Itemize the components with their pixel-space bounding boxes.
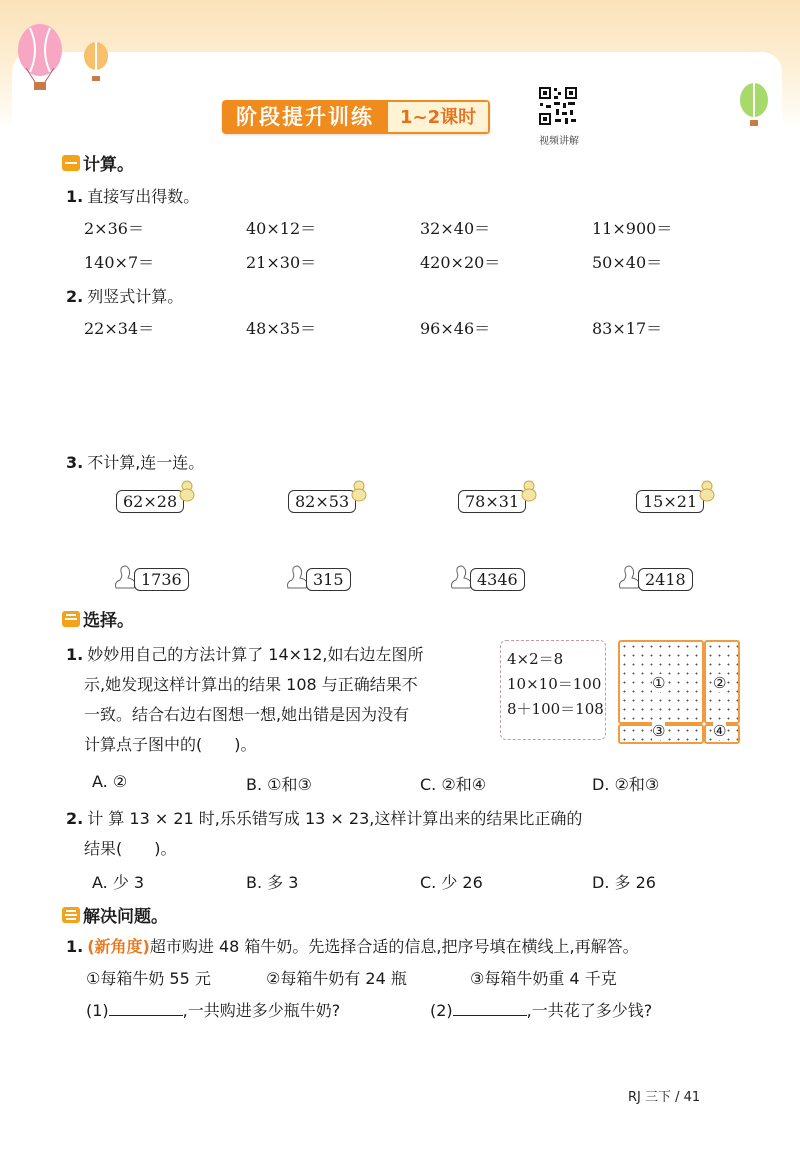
expr-r1-c1: 2×36＝ — [84, 219, 144, 238]
option-d[interactable]: D. ②和③ — [592, 775, 660, 794]
expr-r2-c3: 420×20＝ — [420, 253, 501, 272]
match-top-1[interactable]: 62×28 — [116, 490, 184, 513]
section-1-heading — [62, 150, 134, 175]
expr-r2-c4: 50×40＝ — [592, 253, 663, 272]
section-number-one-icon — [62, 155, 80, 171]
new-angle-badge: (新角度) — [87, 937, 150, 956]
question-text: 不计算,连一连。 — [87, 453, 205, 472]
region-label-2: ② — [713, 674, 727, 692]
sub-question-1 — [86, 998, 340, 1021]
question-2-1 — [66, 640, 496, 760]
match-bottom-1[interactable]: 1736 — [134, 568, 189, 591]
question-1-1 — [66, 184, 199, 207]
question-3-1 — [66, 934, 766, 957]
question-line-1: 妙妙用自己的方法计算了 14×12,如右边左图所 — [87, 645, 424, 664]
sub-question-2 — [430, 998, 652, 1021]
option-b[interactable]: B. 多 3 — [246, 873, 299, 892]
work-line-3: 8＋100＝108 — [507, 700, 604, 718]
question-line-2: 示,她发现这样计算出的结果 108 与正确结果不 — [84, 675, 418, 694]
match-top-4[interactable]: 15×21 — [636, 490, 704, 513]
vertical-calc-1: 22×34＝ — [84, 319, 155, 338]
expr-r2-c1: 140×7＝ — [84, 253, 155, 272]
question-text: 列竖式计算。 — [87, 287, 184, 306]
option-c[interactable]: C. 少 26 — [420, 873, 483, 892]
question-2-2 — [66, 804, 746, 864]
work-line-1: 4×2＝8 — [507, 650, 564, 668]
info-option-3: ③每箱牛奶重 4 千克 — [470, 969, 617, 988]
expr-r1-c4: 11×900＝ — [592, 219, 673, 238]
expr-r1-c3: 32×40＝ — [420, 219, 491, 238]
chick-icon — [698, 478, 716, 502]
sub-question-number: (2) — [430, 1001, 453, 1020]
question-text: 直接写出得数。 — [87, 187, 200, 206]
lesson-tag: 1~2课时 — [388, 100, 490, 134]
chick-icon — [178, 478, 196, 502]
answer-blank-2[interactable] — [453, 1001, 527, 1016]
vertical-calc-3: 96×46＝ — [420, 319, 491, 338]
question-1-3 — [66, 450, 204, 473]
qr-label: 视频讲解 — [539, 136, 579, 147]
sub-question-text: ,一共购进多少瓶牛奶? — [182, 1001, 341, 1020]
section-1-title: 计算。 — [83, 155, 134, 175]
section-number-two-icon — [62, 611, 80, 627]
page-title: 阶段提升训练 — [222, 100, 388, 134]
expr-r1-c2: 40×12＝ — [246, 219, 317, 238]
region-label-3: ③ — [652, 722, 666, 740]
match-top-2[interactable]: 82×53 — [288, 490, 356, 513]
option-d[interactable]: D. 多 26 — [592, 873, 656, 892]
option-b[interactable]: B. ①和③ — [246, 775, 312, 794]
option-a[interactable]: A. ② — [92, 772, 128, 791]
match-top-3[interactable]: 78×31 — [458, 490, 526, 513]
vertical-calc-4: 83×17＝ — [592, 319, 663, 338]
qr-code-icon[interactable] — [538, 86, 578, 126]
question-number: 1. — [66, 187, 84, 206]
hot-air-balloon-illustration — [14, 20, 114, 100]
answer-blank-1[interactable] — [109, 1001, 183, 1016]
question-number: 1. — [66, 645, 84, 664]
section-number-three-icon — [62, 907, 80, 923]
question-number: 2. — [66, 809, 84, 828]
match-bottom-3[interactable]: 4346 — [470, 568, 525, 591]
question-line-4: 计算点子图中的( )。 — [84, 735, 257, 754]
question-line-2: 结果( )。 — [84, 839, 177, 858]
green-balloon-illustration — [730, 80, 780, 130]
question-line-3: 一致。结合右边右图想一想,她出错是因为没有 — [84, 705, 410, 724]
question-number: 1. — [66, 937, 84, 956]
section-2-title: 选择。 — [83, 611, 134, 631]
question-1-2 — [66, 284, 183, 307]
question-text: 超市购进 48 箱牛奶。先选择合适的信息,把序号填在横线上,再解答。 — [149, 937, 639, 956]
question-line-1: 计 算 13 × 21 时,乐乐错写成 13 × 23,这样计算出来的结果比正确的 — [87, 809, 583, 828]
wrong-work-box — [500, 640, 606, 740]
chick-icon — [350, 478, 368, 502]
match-bottom-4[interactable]: 2418 — [638, 568, 693, 591]
section-3-title: 解决问题。 — [83, 907, 168, 927]
section-3-heading — [62, 902, 168, 927]
question-number: 2. — [66, 287, 84, 306]
question-number: 3. — [66, 453, 84, 472]
lesson-title-bar — [222, 100, 490, 134]
vertical-calc-2: 48×35＝ — [246, 319, 317, 338]
region-label-1: ① — [652, 674, 666, 692]
section-2-heading — [62, 606, 134, 631]
match-bottom-2[interactable]: 315 — [306, 568, 351, 591]
info-option-2: ②每箱牛奶有 24 瓶 — [266, 969, 407, 988]
expr-r2-c2: 21×30＝ — [246, 253, 317, 272]
region-label-4: ④ — [713, 722, 727, 740]
option-c[interactable]: C. ②和④ — [420, 775, 487, 794]
option-a[interactable]: A. 少 3 — [92, 873, 145, 892]
info-option-1: ①每箱牛奶 55 元 — [86, 969, 211, 988]
sub-question-text: ,一共花了多少钱? — [526, 1001, 653, 1020]
chick-icon — [520, 478, 538, 502]
work-line-2: 10×10＝100 — [507, 675, 602, 693]
page-footer: RJ 三下 / 41 — [628, 1090, 701, 1105]
sub-question-number: (1) — [86, 1001, 109, 1020]
